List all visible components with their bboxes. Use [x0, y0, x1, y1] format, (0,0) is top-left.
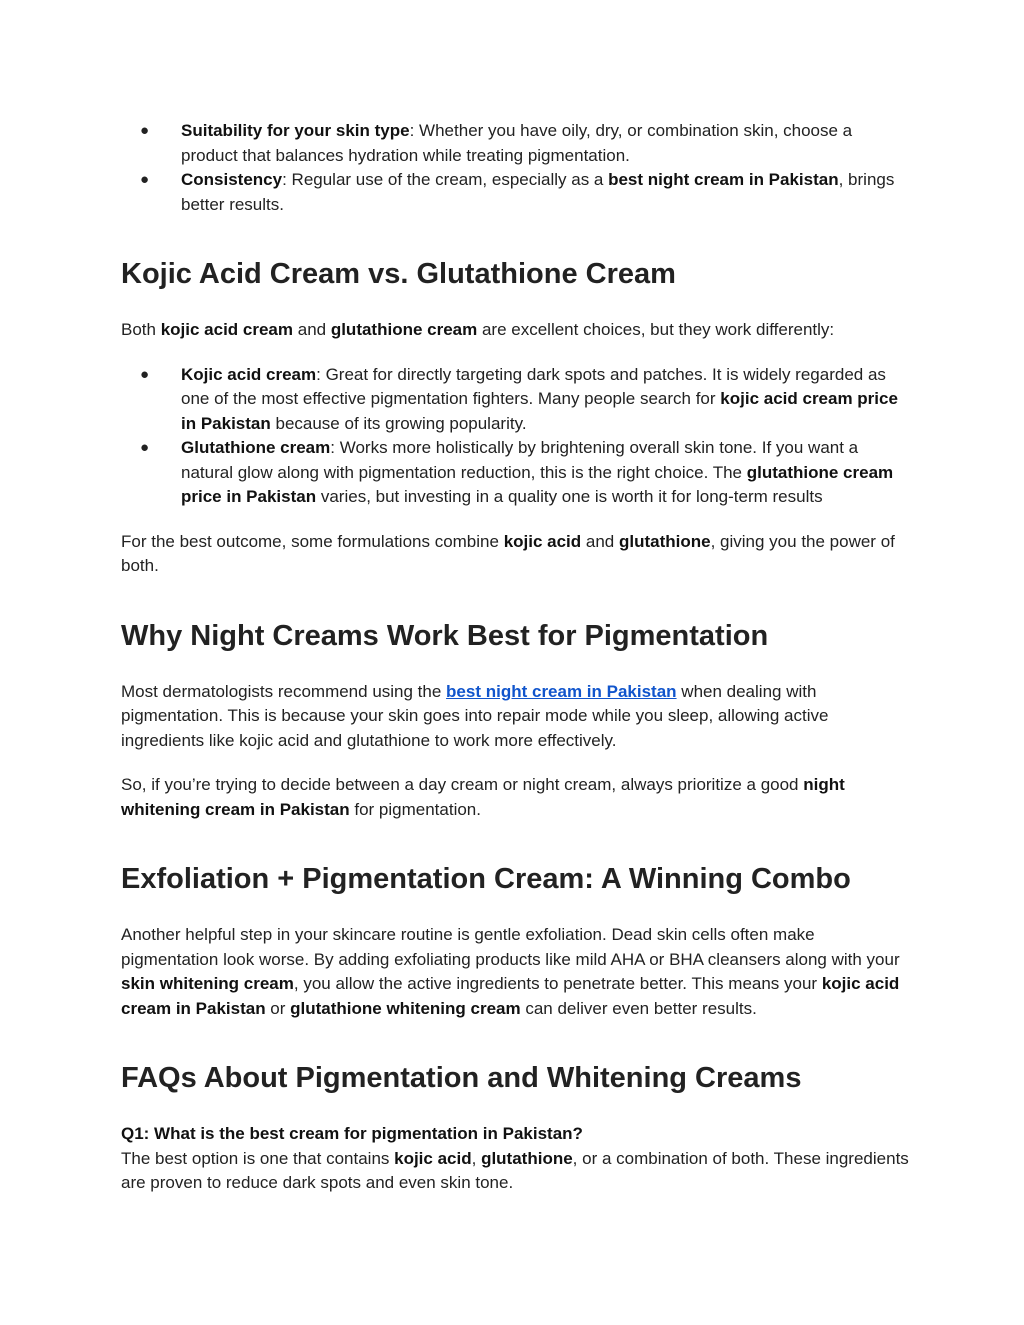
bullet-icon: ● — [140, 122, 150, 139]
list-item-text: , brings better results. — [181, 170, 895, 214]
bold-run: kojic acid cream — [160, 320, 294, 339]
text-run: , or a combination of both. These ingredients are proven to reduce dark spots and even skin tone. — [121, 1148, 909, 1192]
faq-answer-1 — [121, 1147, 911, 1196]
best-night-cream-link[interactable]: best night cream in Pakistan — [446, 681, 677, 701]
list-item-text: because of its growing popularity. — [270, 413, 527, 433]
section-heading-kojic-vs-glutathione: Kojic Acid Cream vs. Glutathione Cream — [121, 258, 676, 290]
text-run: or — [265, 998, 291, 1018]
list-item-bold: Consistency — [181, 170, 283, 189]
bold-run: glutathione — [481, 1148, 573, 1168]
bold-run: kojic acid — [503, 531, 582, 551]
text-run: Both — [121, 320, 161, 339]
text-run: for pigmentation. — [349, 799, 481, 819]
list-item — [121, 363, 911, 437]
list-item — [121, 436, 911, 510]
bullet-icon: ● — [140, 439, 150, 456]
section-heading-faqs: FAQs About Pigmentation and Whitening Creams — [121, 1062, 802, 1094]
section-heading-exfoliation: Exfoliation + Pigmentation Cream: A Winning Combo — [121, 863, 851, 895]
text-run: So, if you’re trying to decide between a day cream or night cream, always prioritize a good — [121, 775, 804, 794]
text-run: Most dermatologists recommend using the — [121, 681, 447, 701]
section1-bullet-list — [121, 363, 911, 510]
document-content — [121, 119, 911, 1196]
list-item-text: : Great for directly targeting dark spots and patches. It is widely regarded as one of the most effective pigmentation fighters. Many people search for — [181, 364, 886, 408]
faq-question-1 — [121, 1122, 911, 1147]
list-item-bold: best night cream in Pakistan — [608, 170, 839, 189]
bold-run: glutathione whitening cream — [290, 998, 521, 1018]
bold-run: glutathione — [618, 531, 711, 551]
text-run: are excellent choices, but they work differently: — [477, 320, 835, 339]
list-item-bold: Suitability for your skin type — [181, 121, 410, 140]
list-item-text: varies, but investing in a quality one is worth it for long-term results — [316, 487, 823, 506]
list-item — [121, 168, 911, 217]
bold-run: glutathione cream — [330, 320, 478, 339]
text-run: when dealing with pigmentation. This is because your skin goes into repair mode while you sleep, allowing active ingredients like kojic acid and glutathione to work more effectively. — [121, 681, 829, 750]
bullet-icon: ● — [140, 171, 150, 188]
top-bullet-list — [121, 119, 911, 217]
text-run: The best option is one that contains — [121, 1148, 395, 1168]
text-run: , you allow the active ingredients to penetrate better. This means your — [293, 974, 822, 993]
list-item-text: : Whether you have oily, dry, or combination skin, choose a product that balances hydration while treating pigmentation. — [181, 121, 853, 165]
text-run: and — [293, 320, 331, 339]
bullet-icon: ● — [140, 365, 150, 383]
list-item-bold: Kojic acid cream — [181, 364, 317, 384]
section2-paragraph-2 — [121, 773, 911, 822]
list-item-text: : Works more holistically by brightening overall skin tone. If you want a natural glow along with pigmentation reduction, this is the right choice. The — [181, 438, 859, 482]
text-run: can deliver even better results. — [520, 998, 757, 1018]
bold-run: skin whitening cream — [121, 974, 294, 993]
faq-question-text: Q1: What is the best cream for pigmentation in Pakistan? — [121, 1124, 583, 1143]
list-item-bold: Glutathione cream — [181, 438, 331, 457]
section3-paragraph-1 — [121, 923, 911, 1021]
list-item-bold: kojic acid cream price in Pakistan — [181, 389, 898, 433]
bold-run: kojic acid cream in Pakistan — [121, 974, 900, 1018]
list-item — [121, 119, 911, 168]
text-run: , giving you the power of both. — [121, 531, 895, 575]
section1-outro-paragraph — [121, 530, 911, 579]
text-run: , — [471, 1148, 482, 1168]
bold-run: kojic acid — [394, 1148, 472, 1168]
section-heading-night-creams: Why Night Creams Work Best for Pigmentation — [121, 619, 769, 652]
text-run: Another helpful step in your skincare routine is gentle exfoliation. Dead skin cells often make pigmentation look worse. By adding exfoliating products like mild AHA or BHA cleansers along with your — [121, 925, 900, 969]
text-run: For the best outcome, some formulations combine — [121, 531, 504, 551]
text-run: and — [581, 531, 619, 551]
section1-intro-paragraph — [121, 318, 911, 343]
section2-paragraph-1 — [121, 680, 911, 754]
list-item-text: : Regular use of the cream, especially as a — [282, 170, 609, 189]
bold-run: night whitening cream in Pakistan — [121, 775, 845, 819]
list-item-bold: glutathione cream price in Pakistan — [181, 462, 894, 506]
